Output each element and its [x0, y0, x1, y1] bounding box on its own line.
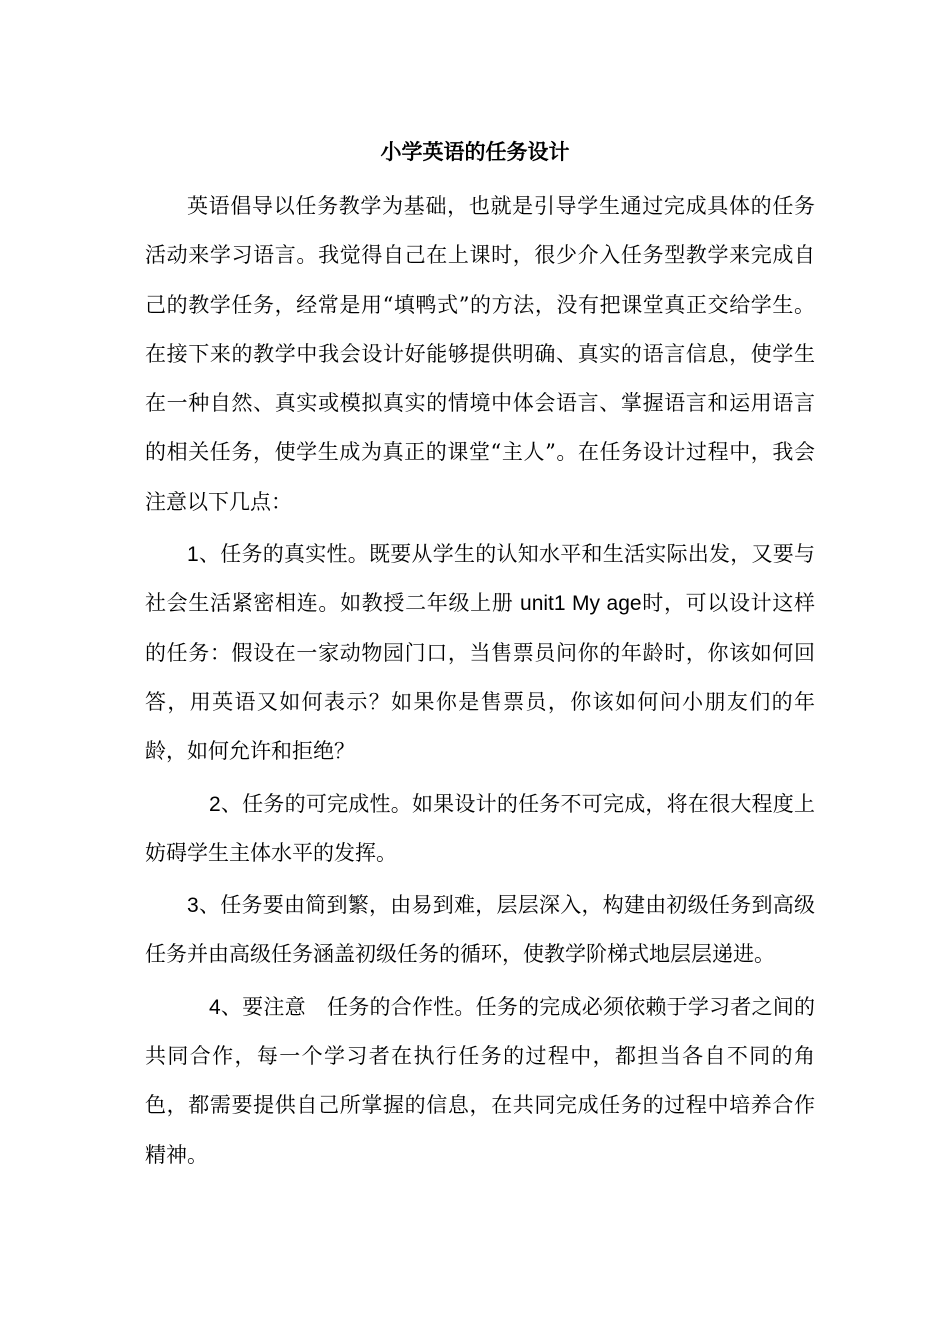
- point-4-text: 、要注意 任务的合作性。任务的完成必须依赖于学习者之间的共同合作，每一个学习者在执行任务的过程中，都担当各自不同的角色，都需要提供自己所掌握的信息，在共同完成任务的过程中培养合作精神。: [145, 994, 815, 1167]
- point-1-number: 1: [187, 543, 199, 567]
- intro-paragraph: 英语倡导以任务教学为基础，也就是引导学生通过完成具体的任务活动来学习语言。我觉得自己在上课时，很少介入任务型教学来完成自己的教学任务，经常是用“填鸭式”的方法，没有把课堂真正交给学生。在接下来的教学中我会设计好能够提供明确、真实的语言信息，使学生在一种自然、真实或模拟真实的情境中体会语言、掌握语言和运用语言的相关任务，使学生成为真正的课堂“主人”。在任务设计过程中，我会注意以下几点：: [145, 194, 815, 514]
- point-3-number: 3: [187, 894, 199, 918]
- document-body: [145, 182, 815, 1180]
- point-2-text: 、任务的可完成性。如果设计的任务不可完成，将在很大程度上妨碍学生主体水平的发挥。: [145, 791, 815, 865]
- point-4-number: 4: [209, 995, 221, 1019]
- point-2-paragraph: [145, 780, 815, 879]
- point-1-unit-name: unit1 My age: [513, 592, 642, 616]
- point-1-text-b: 时，可以设计这样的任务：假设在一家动物园门口，当售票员问你的年龄时，你该如何回答，用英语又如何表示？如果你是售票员，你该如何问小朋友们的年龄，如何允许和拒绝？: [145, 591, 816, 764]
- point-3-text: 、任务要由简到繁，由易到难，层层深入，构建由初级任务到高级任务并由高级任务涵盖初级任务的循环，使教学阶梯式地层层递进。: [145, 893, 815, 967]
- point-1-paragraph: [145, 530, 815, 776]
- document-title: 小学英语的任务设计: [380, 139, 570, 164]
- point-1-text-a: 、任务的真实性。既要从学生的认知水平和生活实际出发，又要与社会生活紧密相连。如教授二年级上册: [145, 542, 815, 616]
- point-4-paragraph: [145, 983, 815, 1180]
- point-3-paragraph: [145, 881, 815, 980]
- point-2-number: 2: [209, 792, 221, 816]
